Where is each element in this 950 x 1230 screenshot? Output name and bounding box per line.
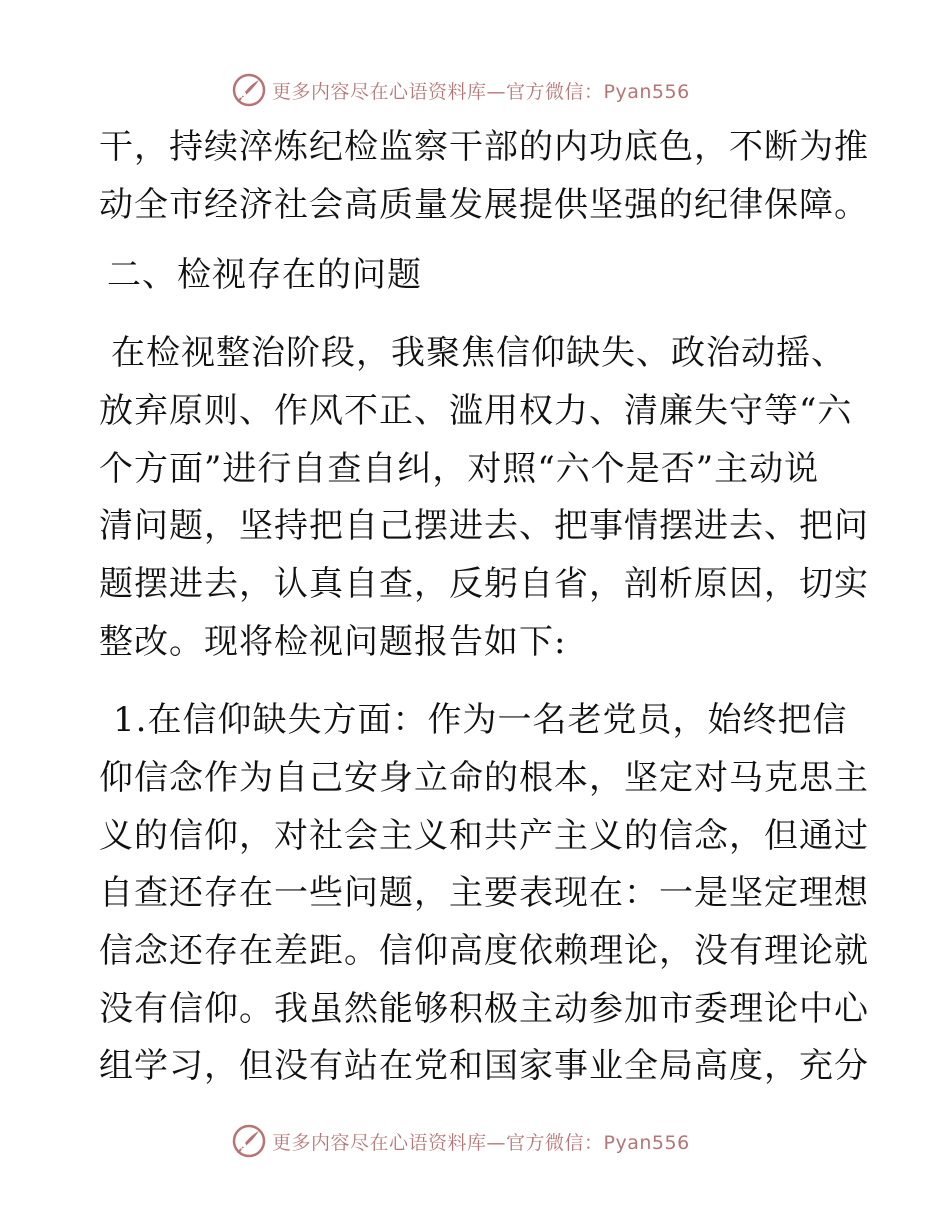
body-line: 干，持续淬炼纪检监察干部的内功底色，不断为推 bbox=[99, 127, 869, 167]
body-line: 清问题，坚持把自己摆进去、把事情摆进去、把问 bbox=[99, 506, 869, 546]
body-line: 仰信念作为自己安身立命的根本，坚定对马克思主 bbox=[99, 758, 869, 798]
feather-pen-logo-icon bbox=[232, 1124, 266, 1158]
body-line: 组学习，但没有站在党和国家事业全局高度，充分 bbox=[99, 1046, 869, 1086]
body-line: 义的信仰，对社会主义和共产主义的信念，但通过 bbox=[99, 816, 869, 856]
list-item-line: 1.在信仰缺失方面：作为一名老党员，始终把信 bbox=[113, 700, 848, 740]
body-line: 放弃原则、作风不正、滥用权力、清廉失守等“六 bbox=[99, 391, 853, 431]
body-line: 没有信仰。我虽然能够积极主动参加市委理论中心 bbox=[99, 989, 869, 1029]
watermark-text: 更多内容尽在心语资料库—官方微信：Pyan556 bbox=[272, 1131, 690, 1154]
body-line: 题摆进去，认真自查，反躬自省，剖析原因，切实 bbox=[99, 564, 869, 604]
body-line: 自查还存在一些问题，主要表现在：一是坚定理想 bbox=[99, 873, 869, 913]
body-line: 在检视整治阶段，我聚焦信仰缺失、政治动摇、 bbox=[111, 333, 846, 373]
section-heading: 二、检视存在的问题 bbox=[107, 255, 422, 295]
watermark-text: 更多内容尽在心语资料库—官方微信：Pyan556 bbox=[272, 80, 690, 103]
body-line: 整改。现将检视问题报告如下: bbox=[99, 622, 567, 662]
body-line: 动全市经济社会高质量发展提供坚强的纪律保障。 bbox=[99, 185, 869, 225]
watermark-footer bbox=[232, 1124, 690, 1158]
body-line: 个方面”进行自查自纠，对照“六个是否”主动说 bbox=[99, 449, 820, 489]
watermark-header bbox=[232, 73, 690, 107]
body-line: 信念还存在差距。信仰高度依赖理论，没有理论就 bbox=[99, 931, 869, 971]
feather-pen-logo-icon bbox=[232, 73, 266, 107]
